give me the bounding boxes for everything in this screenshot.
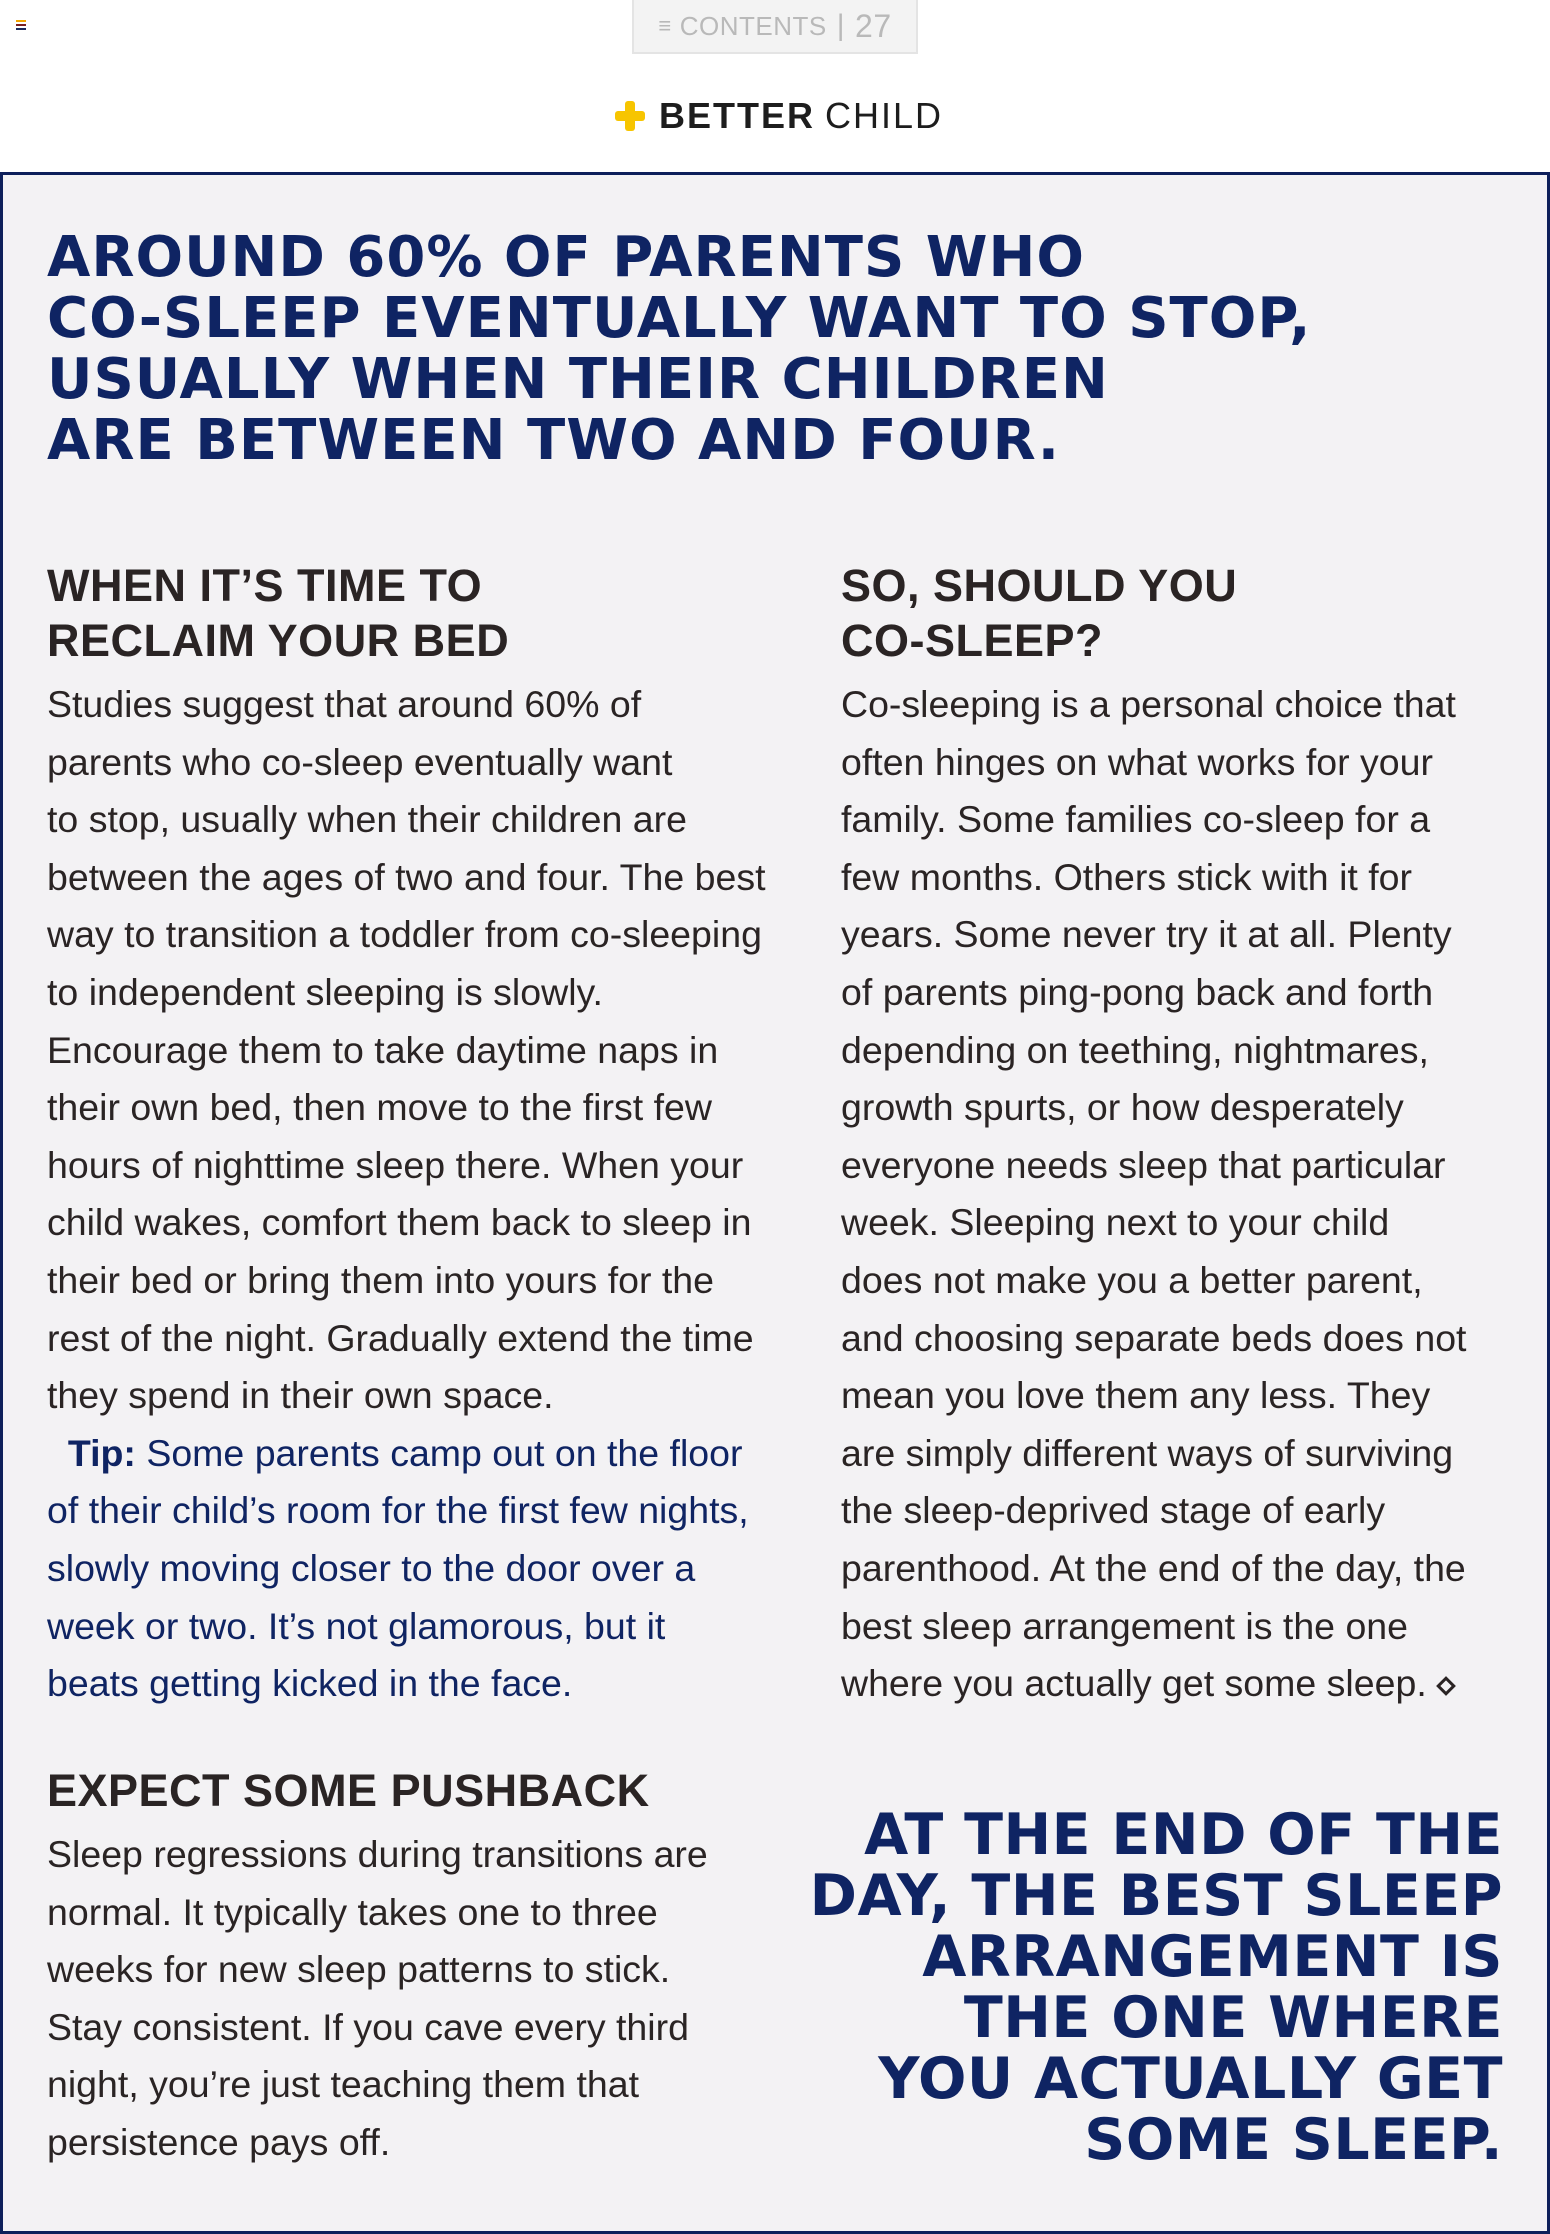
brand-name-light: CHILD	[825, 95, 944, 136]
brand-name-bold: BETTER	[659, 95, 815, 136]
body-line: family. Some families co-sleep for a	[841, 798, 1431, 841]
headline-line: AROUND 60% OF PARENTS WHO	[47, 225, 1086, 290]
section-title-line: CO-SLEEP?	[841, 615, 1104, 666]
body-line: to stop, usually when their children are	[47, 798, 687, 841]
mini-menu-icon[interactable]	[16, 20, 26, 32]
body-line: way to transition a toddler from co-sleeping	[47, 913, 762, 956]
body-line: their bed or bring them into yours for the	[47, 1258, 715, 1301]
pull-quote-line: SOME SLEEP.	[1084, 2107, 1503, 2173]
tip-text: Some parents camp out on the floor	[146, 1431, 743, 1474]
body-line: persistence pays off.	[47, 2120, 391, 2163]
tip-label: Tip:	[67, 1431, 136, 1474]
body-line: night, you’re just teaching them that	[47, 2063, 640, 2106]
body-line: rest of the night. Gradually extend the time	[47, 1316, 754, 1359]
section-title-line: SO, SHOULD YOU	[841, 560, 1238, 611]
body-line: Encourage them to take daytime naps in	[47, 1028, 719, 1071]
body-line: where you actually get some sleep.	[841, 1662, 1427, 1705]
pull-quote-line: THE ONE WHERE	[963, 1985, 1503, 2051]
tip-line	[47, 1425, 807, 1483]
section-body	[47, 1826, 787, 2172]
body-line: they spend in their own space.	[47, 1374, 554, 1417]
pull-quote	[743, 1802, 1503, 2173]
body-line: best sleep arrangement is the one	[841, 1604, 1409, 1647]
body-line: Studies suggest that around 60% of	[47, 683, 642, 725]
contents-button[interactable]	[632, 0, 918, 54]
plus-icon	[615, 101, 645, 131]
body-line: does not make you a better parent,	[841, 1258, 1423, 1301]
section-should-you-cosleep	[841, 558, 1521, 1713]
body-line: to independent sleeping is slowly.	[47, 970, 603, 1013]
article-panel	[0, 172, 1550, 2234]
tip-line: slowly moving closer to the door over a	[47, 1546, 696, 1589]
end-of-article-icon	[1436, 1676, 1456, 1696]
pull-quote-line: ARRANGEMENT IS	[922, 1924, 1503, 1990]
tip-line: of their child’s room for the first few nights,	[47, 1489, 749, 1532]
body-line: normal. It typically takes one to three	[47, 1890, 658, 1933]
body-line: few months. Others stick with it for	[841, 855, 1412, 898]
contents-label: CONTENTS	[679, 10, 827, 41]
body-line-last	[841, 1655, 1521, 1713]
body-line: are simply different ways of surviving	[841, 1431, 1454, 1474]
section-title-line: EXPECT SOME PUSHBACK	[47, 1765, 650, 1816]
section-title	[47, 1763, 787, 1818]
body-line: their own bed, then move to the first few	[47, 1086, 712, 1129]
body-line: Co-sleeping is a personal choice that	[841, 683, 1456, 725]
body-line: the sleep-deprived stage of early	[841, 1489, 1386, 1532]
contents-separator: |	[836, 9, 846, 42]
tip-line: week or two. It’s not glamorous, but it	[47, 1604, 666, 1647]
tip-line: beats getting kicked in the face.	[47, 1662, 573, 1705]
section-title-line: RECLAIM YOUR BED	[47, 615, 510, 666]
body-line: week. Sleeping next to your child	[841, 1201, 1390, 1244]
body-line: depending on teething, nightmares,	[841, 1028, 1429, 1071]
section-title	[841, 558, 1521, 668]
headline-line: CO-SLEEP EVENTUALLY WANT TO STOP,	[47, 286, 1312, 351]
body-line: between the ages of two and four. The best	[47, 855, 766, 898]
body-line: growth spurts, or how desperately	[841, 1086, 1404, 1129]
pull-quote-line: AT THE END OF THE	[864, 1802, 1503, 1868]
pull-quote-line: YOU ACTUALLY GET	[878, 2046, 1503, 2112]
section-title	[47, 558, 807, 668]
body-line: and choosing separate beds does not	[841, 1316, 1467, 1359]
page-number: 27	[855, 7, 892, 44]
section-body	[841, 676, 1521, 1713]
headline-line: USUALLY WHEN THEIR CHILDREN	[47, 347, 1109, 412]
body-line: parenthood. At the end of the day, the	[841, 1546, 1466, 1589]
hamburger-icon: ≡	[658, 13, 672, 38]
body-line: Stay consistent. If you cave every third	[47, 2005, 689, 2048]
body-line: years. Some never try it at all. Plenty	[841, 913, 1452, 956]
section-body	[47, 676, 807, 1713]
body-line: hours of nighttime sleep there. When your	[47, 1143, 744, 1186]
pull-quote-line: DAY, THE BEST SLEEP	[809, 1863, 1503, 1929]
section-pushback	[47, 1763, 787, 2172]
body-line: mean you love them any less. They	[841, 1374, 1431, 1417]
article-headline	[47, 227, 1447, 471]
section-title-line: WHEN IT’S TIME TO	[47, 560, 483, 611]
body-line: child wakes, comfort them back to sleep in	[47, 1201, 752, 1244]
body-line: Sleep regressions during transitions are	[47, 1833, 708, 1875]
body-line: parents who co-sleep eventually want	[47, 740, 673, 783]
body-line: often hinges on what works for your	[841, 740, 1433, 783]
body-line: weeks for new sleep patterns to stick.	[47, 1948, 671, 1991]
body-line: everyone needs sleep that particular	[841, 1143, 1446, 1186]
brand-logo	[615, 96, 943, 136]
headline-line: ARE BETWEEN TWO AND FOUR.	[47, 408, 1061, 473]
body-line: of parents ping-pong back and forth	[841, 970, 1434, 1013]
section-reclaim-bed	[47, 558, 807, 1713]
